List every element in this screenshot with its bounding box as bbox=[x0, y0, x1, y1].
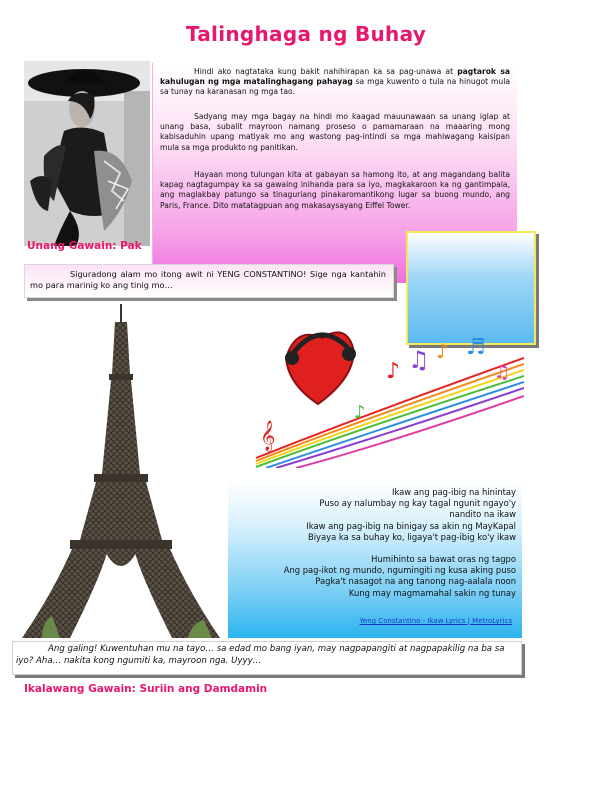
song-prompt-text: Siguradong alam mo itong awit ni YENG CONSTANTINO! Sige nga kantahin mo para marinig ko ang tinig mo… bbox=[30, 269, 386, 291]
eiffel-tower-illustration bbox=[12, 304, 222, 638]
svg-text:♪: ♪ bbox=[386, 359, 401, 384]
intro-paragraph-1 bbox=[160, 67, 510, 98]
lyric-line: Ikaw ang pag-ibig na hinintay bbox=[391, 487, 516, 497]
lyric-line: Pagka't nasagot na ang tanong nag-aalala noon bbox=[315, 576, 516, 587]
lyric-line: Ang pag-ikot ng mundo, ngumingiti ng kusa aking puso bbox=[283, 565, 516, 576]
eiffel-tower-image bbox=[12, 304, 222, 638]
fashion-woman-hat-photo bbox=[24, 61, 150, 246]
stanza-gap bbox=[232, 543, 516, 554]
svg-text:♫: ♫ bbox=[408, 346, 430, 374]
music-illustration bbox=[236, 318, 524, 468]
intro-p1-text-b: sa mga kuwento o tula na hinugot mula sa tunay na karanasan ng mga tao. bbox=[160, 77, 510, 97]
lyric-line: Ikaw ang pag-ibig na binigay sa akin ng MayKapal bbox=[306, 520, 516, 531]
intro-paragraph-3: Hayaan mong tulungan kita at gabayan sa hamong ito, at ang magandang balita kapag nagtagumpay ka sa gawaing inihanda para sa iyo, magkakaroon ka ng gantimpala, ang maglakbay patungo sa tinaguriang pinakaromantikong lugar sa buong mundo, ang Paris, France. Dito matatagpuan ang makasaysayang Eiffel Tower. bbox=[160, 170, 510, 210]
svg-text:♫: ♫ bbox=[494, 362, 511, 383]
page-title: Talinghaga ng Buhay bbox=[185, 22, 427, 46]
lyric-line: Biyaya ka sa buhay ko, ligaya't pag-ibig ko'y ikaw bbox=[307, 531, 516, 542]
lyric-line: Kung may magmamahal sakin ng tunay bbox=[348, 587, 516, 598]
unang-gawain-heading: Unang Gawain: Pak bbox=[27, 240, 142, 252]
svg-text:𝄞: 𝄞 bbox=[260, 421, 276, 451]
svg-text:♪: ♪ bbox=[354, 402, 366, 423]
lyric-line: nandito na ikaw bbox=[449, 509, 516, 520]
ikalawang-gawain-heading: Ikalawang Gawain: Suriin ang Damdamin bbox=[24, 683, 268, 695]
heart-music-notes-graphic bbox=[236, 318, 524, 468]
song-lyrics bbox=[232, 487, 516, 599]
intro-p1-text-a: Hindi ako nagtataka kung bakit nahihirapan ka sa pag-unawa at bbox=[194, 67, 458, 76]
intro-p1-bold: pagtarok sa kahulugan ng mga matalinghagang pahayag bbox=[160, 67, 510, 87]
reflection-prompt-text: Ang galing! Kuwentuhan mu na tayo… sa edad mo bang iyan, may nagpapangiti at nagpapakilig na ba sa iyo? Aha… nakita kong ngumiti ka, mayroon nga. Uyyy… bbox=[16, 644, 505, 666]
photo-illustration bbox=[24, 61, 150, 246]
svg-text:♪: ♪ bbox=[436, 339, 449, 363]
lyric-line: Puso ay nalumbay ng kay tagal ngunit ngayo'y bbox=[319, 498, 516, 509]
intro-paragraph-2: Sadyang may mga bagay na hindi mo kaagad mauunawaan sa unang iglap at unang basa, subalit mayroon namang proseso o pamamaraan na maaaring mong kabisaduhin upang matiyak mo ang wastong pag-intindi sa mga mahiwagang kaisipan mula sa mga produkto ng panitikan. bbox=[160, 112, 510, 152]
svg-text:♬: ♬ bbox=[466, 335, 486, 360]
lyric-line: Humihinto sa bawat oras ng tagpo bbox=[371, 554, 516, 565]
lyrics-source-link[interactable]: Yeng Constantino - Ikaw Lyrics | MetroLyrics bbox=[359, 617, 512, 625]
